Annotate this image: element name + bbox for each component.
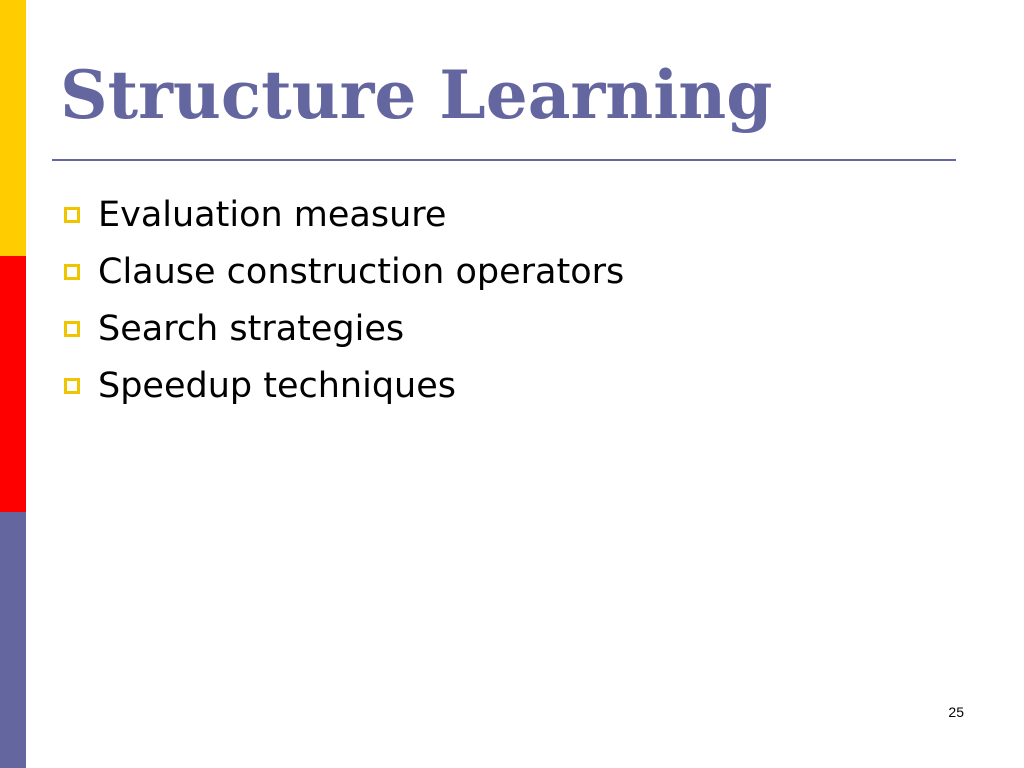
bullet-list (64, 186, 624, 414)
bullet-text: Speedup techniques (98, 365, 456, 406)
slide-title: Structure Learning (60, 56, 773, 134)
bullet-text: Search strategies (98, 308, 405, 349)
bullet-item (64, 357, 624, 414)
square-bullet-icon (64, 264, 80, 280)
title-divider (52, 159, 956, 161)
bullet-item (64, 243, 624, 300)
square-bullet-icon (64, 321, 80, 337)
square-bullet-icon (64, 207, 80, 223)
page-number: 25 (948, 704, 964, 720)
square-bullet-icon (64, 378, 80, 394)
side-bar-red-segment (0, 256, 26, 512)
bullet-item (64, 300, 624, 357)
side-bar-purple-segment (0, 512, 26, 768)
bullet-text: Clause construction operators (98, 251, 625, 292)
bullet-text: Evaluation measure (98, 194, 447, 235)
bullet-item (64, 186, 624, 243)
side-color-bar (0, 0, 26, 768)
side-bar-yellow-segment (0, 0, 26, 256)
